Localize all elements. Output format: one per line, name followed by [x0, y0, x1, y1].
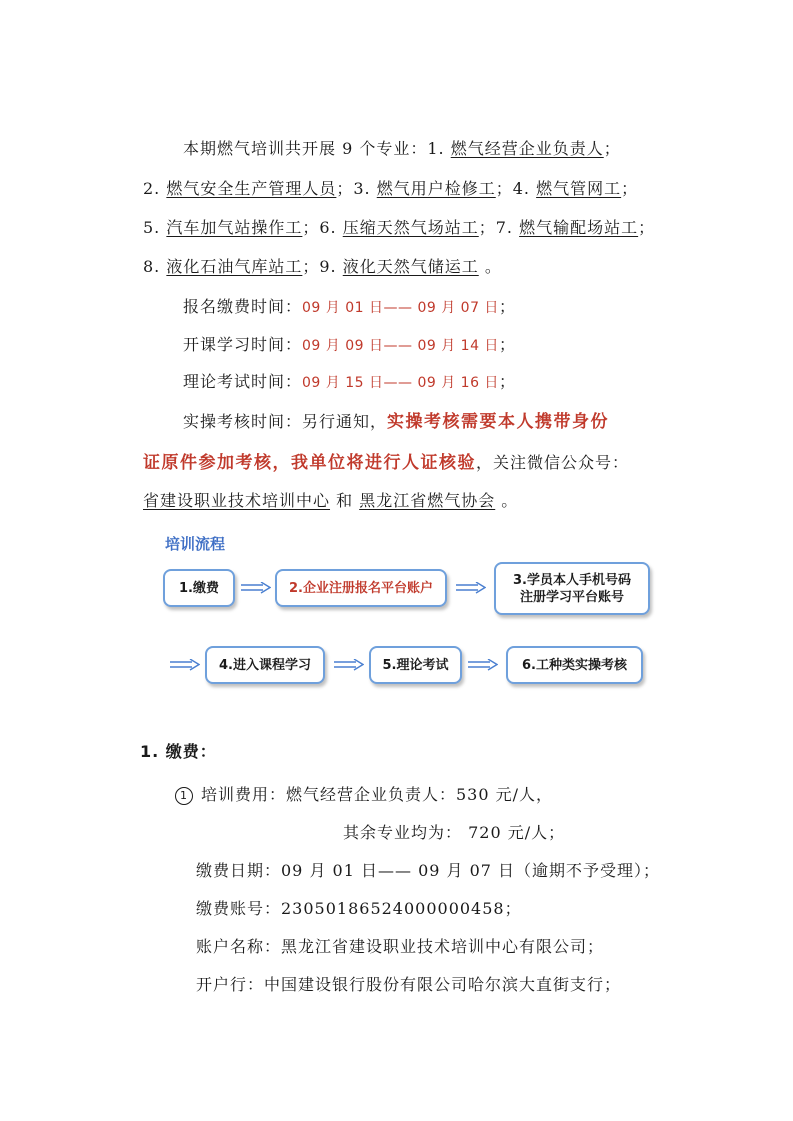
signup-time: 报名缴费时间：09 月 01 日—— 09 月 07 日；: [183, 297, 516, 316]
arrow-right-icon: [334, 659, 364, 671]
wechat-accounts: 省建设职业技术培训中心 和 黑龙江省燃气协会 。: [143, 491, 519, 510]
wechat-account-2: 黑龙江省燃气协会: [359, 491, 496, 510]
arrow-right-icon: [241, 582, 271, 594]
arrow-right-icon: [456, 582, 486, 594]
major-6: 压缩天然气场站工: [342, 218, 479, 237]
flow-step-4: 4.进入课程学习: [205, 646, 325, 684]
exam-time: 理论考试时间：09 月 15 日—— 09 月 16 日；: [183, 372, 516, 391]
practical-warning-2: 证原件参加考核，我单位将进行人证核验: [143, 453, 476, 473]
intro-line-4: 8. 液化石油气库站工；9. 液化天然气储运工 。: [143, 257, 502, 276]
signup-time-value: 09 月 01 日—— 09 月 07 日: [302, 300, 499, 316]
flow-step-3: 3.学员本人手机号码 注册学习平台账号: [494, 562, 650, 615]
intro-line-2: 2. 燃气安全生产管理人员；3. 燃气用户检修工；4. 燃气管网工；: [143, 179, 639, 198]
major-5: 汽车加气站操作工: [166, 218, 303, 237]
fee-other-line: 其余专业均为： 720 元/人；: [343, 823, 566, 842]
circled-number-1: 1: [175, 787, 193, 805]
account-name-line: 账户名称：黑龙江省建设职业技术培训中心有限公司；: [196, 937, 605, 956]
payment-account-line: 缴费账号：23050186524000000458；: [196, 899, 522, 918]
major-8: 液化石油气库站工: [166, 257, 303, 276]
arrow-right-icon: [170, 659, 200, 671]
payment-date-line: 缴费日期：09 月 01 日—— 09 月 07 日（逾期不予受理）；: [196, 861, 661, 880]
payment-heading: 1. 缴费：: [140, 742, 217, 761]
practical-warning-1: 实操考核需要本人携带身份: [387, 412, 610, 432]
bank-line: 开户行：中国建设银行股份有限公司哈尔滨大直街支行；: [196, 975, 622, 994]
exam-time-value: 09 月 15 日—— 09 月 16 日: [302, 375, 499, 391]
flow-step-6: 6.工种类实操考核: [506, 646, 643, 684]
intro-line-1: 本期燃气培训共开展 9 个专业：1. 燃气经营企业负责人；: [183, 139, 621, 158]
arrow-right-icon: [468, 659, 498, 671]
practical-line-2: 证原件参加考核，我单位将进行人证核验，关注微信公众号：: [143, 453, 630, 473]
wechat-account-1: 省建设职业技术培训中心: [143, 491, 331, 510]
flow-step-2: 2.企业注册报名平台账户: [275, 569, 447, 607]
major-7: 燃气输配场站工: [519, 218, 639, 237]
intro-line-3: 5. 汽车加气站操作工；6. 压缩天然气场站工；7. 燃气输配场站工；: [143, 218, 656, 237]
major-2: 燃气安全生产管理人员: [166, 179, 337, 198]
practical-line-1: 实操考核时间：另行通知，实操考核需要本人携带身份: [183, 412, 610, 432]
flow-title: 培训流程: [165, 535, 226, 553]
major-1: 燃气经营企业负责人: [450, 139, 604, 158]
flow-step-1: 1.缴费: [163, 569, 235, 607]
fee-line: 1 培训费用：燃气经营企业负责人：530 元/人，: [175, 784, 553, 806]
major-9: 液化天然气储运工: [342, 257, 479, 276]
major-4: 燃气管网工: [536, 179, 622, 198]
flow-step-5: 5.理论考试: [369, 646, 462, 684]
class-time: 开课学习时间：09 月 09 日—— 09 月 14 日；: [183, 335, 516, 354]
class-time-value: 09 月 09 日—— 09 月 14 日: [302, 338, 499, 354]
major-3: 燃气用户检修工: [376, 179, 496, 198]
